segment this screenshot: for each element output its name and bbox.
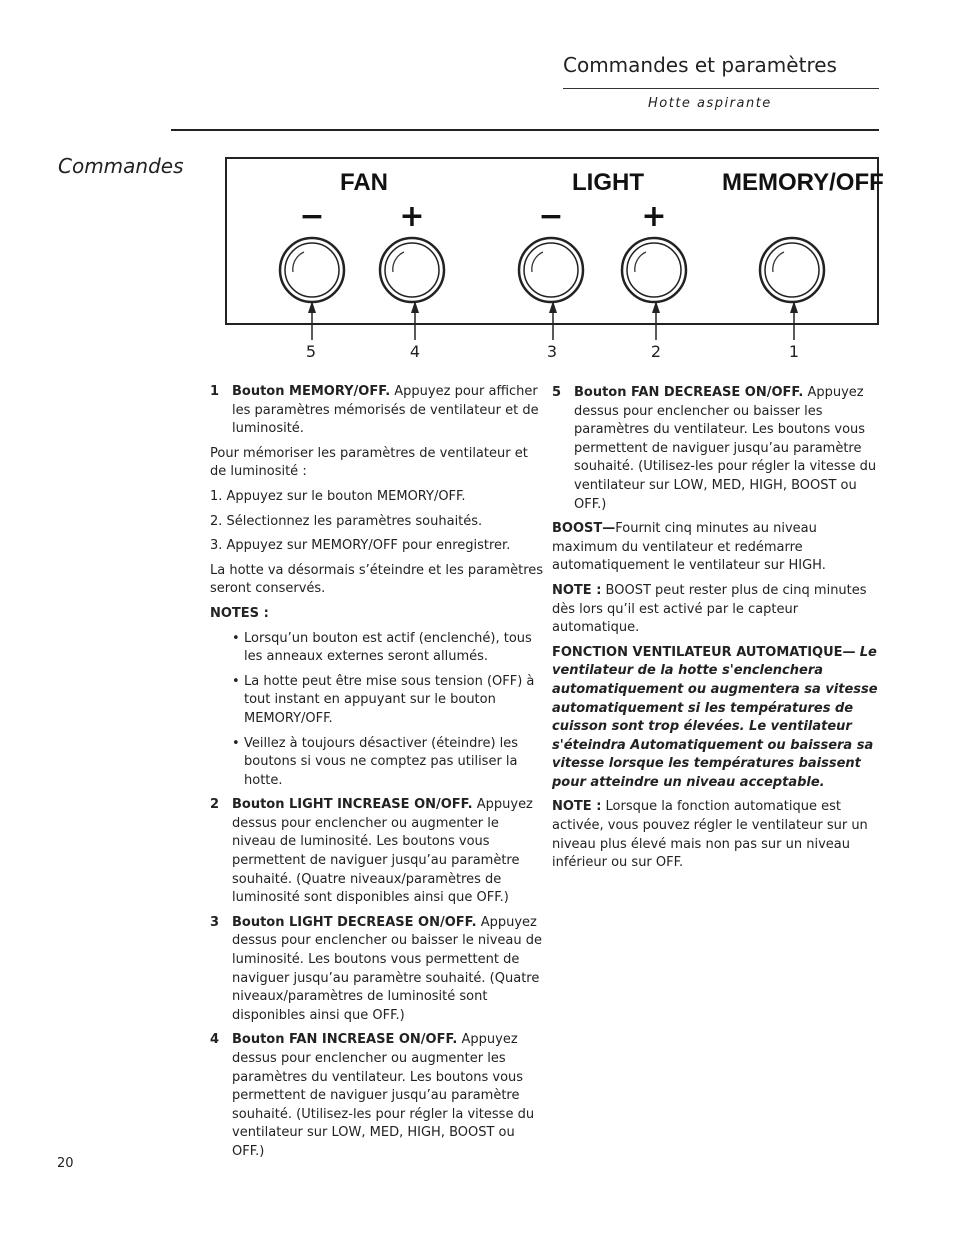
note-bullet: • Lorsqu’un bouton est actif (enclenché), tous les anneaux externes seront allumés. [232, 630, 532, 665]
plus-icon: + [641, 199, 667, 234]
item-text: Appuyez dessus pour enclencher ou augmenter les paramètres du ventilateur. Les boutons vous permettent de naviguer jusqu’au paramètre souhaité. (Utilisez-les pour régler la vitesse du ventilateur sur LOW, MED, HIGH, BOOST ou OFF.) [232, 1032, 535, 1159]
item-lead: Bouton LIGHT DECREASE ON/OFF. [232, 914, 477, 930]
callout-number: 4 [409, 342, 421, 361]
callout-number: 2 [650, 342, 662, 361]
bullet-icon: • [232, 630, 240, 646]
item-number: 1 [210, 384, 220, 399]
note-paragraph: NOTE : BOOST peut rester plus de cinq minutes dès lors qu’il est activé par le capteur automatique. [552, 582, 867, 636]
item-lead: Bouton LIGHT INCREASE ON/OFF. [232, 797, 473, 813]
page-header-title: Commandes et paramètres [563, 53, 837, 77]
step: 1. Appuyez sur le bouton MEMORY/OFF. [210, 488, 466, 504]
section-title: Commandes [58, 154, 184, 178]
callout-number: 3 [546, 342, 558, 361]
light-label: LIGHT [572, 169, 644, 196]
minus-icon: − [538, 199, 564, 234]
item-number: 5 [552, 385, 562, 400]
page-header-subtitle: Hotte aspirante [648, 96, 772, 111]
item-memory-off [210, 383, 545, 439]
paragraph: La hotte va désormais s’éteindre et les paramètres seront conservés. [210, 562, 544, 597]
callout-number: 1 [788, 342, 800, 361]
note-bullet: • Veillez à toujours désactiver (éteindre) les boutons si vous ne comptez pas utiliser la hotte. [232, 735, 519, 788]
item-light-decrease [210, 914, 545, 1026]
item-text: Appuyez dessus pour enclencher ou baisser les paramètres du ventilateur. Les boutons vous permettent de naviguer jusqu’au paramètre souhaité. (Utilisez-les pour régler la vitesse du ventilateur sur LOW, MED, HIGH, BOOST ou OFF.) [574, 385, 877, 512]
item-lead: Bouton MEMORY/OFF. [232, 384, 391, 399]
item-lead: Bouton FAN DECREASE ON/OFF. [574, 385, 804, 400]
item-text: Appuyez dessus pour enclencher ou augmenter le niveau de luminosité. Les boutons vous permettent de naviguer jusqu’au paramètre souhaité. (Quatre niveaux/paramètres de luminosité sont disponibles ainsi que OFF.) [232, 797, 533, 906]
item-light-increase [210, 796, 545, 908]
item-fan-increase [210, 1031, 545, 1161]
step: 2. Sélectionnez les paramètres souhaités. [210, 513, 483, 529]
step: 3. Appuyez sur MEMORY/OFF pour enregistrer. [210, 538, 511, 554]
note-paragraph: NOTE : Lorsque la fonction automatique est activée, vous pouvez régler le ventilateur sur un niveau plus élevé mais non pas sur un niveau inférieur ou sur OFF. [552, 799, 868, 871]
item-text: Appuyez pour afficher les paramètres mémorisés de ventilateur et de luminosité. [232, 384, 539, 437]
auto-fan-paragraph: FONCTION VENTILATEUR AUTOMATIQUE— Le ventilateur de la hotte s'enclenchera automatiquement ou augmentera sa vitesse automatiquement si les températures de cuisson sont trop élevées. Le ventilateur s'éteindra Automatiquement ou baissera sa vitesse lorsque les températures baissent pour atteindre un niveau acceptable. [552, 644, 878, 790]
memory-off-label: MEMORY/OFF [722, 169, 884, 196]
bullet-icon: • [232, 673, 240, 689]
item-number: 4 [210, 1032, 220, 1048]
bullet-icon: • [232, 735, 240, 751]
notes-label: NOTES : [210, 605, 269, 621]
minus-icon: − [299, 199, 325, 234]
item-number: 2 [210, 797, 220, 813]
note-bullet: • La hotte peut être mise sous tension (OFF) à tout instant en appuyant sur le bouton MEMORY/OFF. [232, 673, 535, 726]
fan-label: FAN [340, 169, 388, 196]
item-lead: Bouton FAN INCREASE ON/OFF. [232, 1032, 458, 1048]
page-number: 20 [57, 1156, 74, 1171]
item-text: Appuyez dessus pour enclencher ou baisser le niveau de luminosité. Les boutons vous permettent de naviguer jusqu’au paramètre souhaité. (Quatre niveaux/paramètres de luminosité sont disponibles ainsi que OFF.) [232, 914, 543, 1023]
plus-icon: + [399, 199, 425, 234]
item-number: 3 [210, 914, 220, 930]
item-fan-decrease [552, 384, 882, 514]
right-column [552, 384, 882, 879]
control-panel-diagram [0, 0, 954, 370]
boost-paragraph: BOOST—Fournit cinq minutes au niveau maximum du ventilateur et redémarre automatiquement le ventilateur sur HIGH. [552, 521, 826, 574]
paragraph: Pour mémoriser les paramètres de ventilateur et de luminosité : [210, 445, 528, 480]
left-column [210, 383, 545, 1168]
callout-number: 5 [305, 342, 317, 361]
